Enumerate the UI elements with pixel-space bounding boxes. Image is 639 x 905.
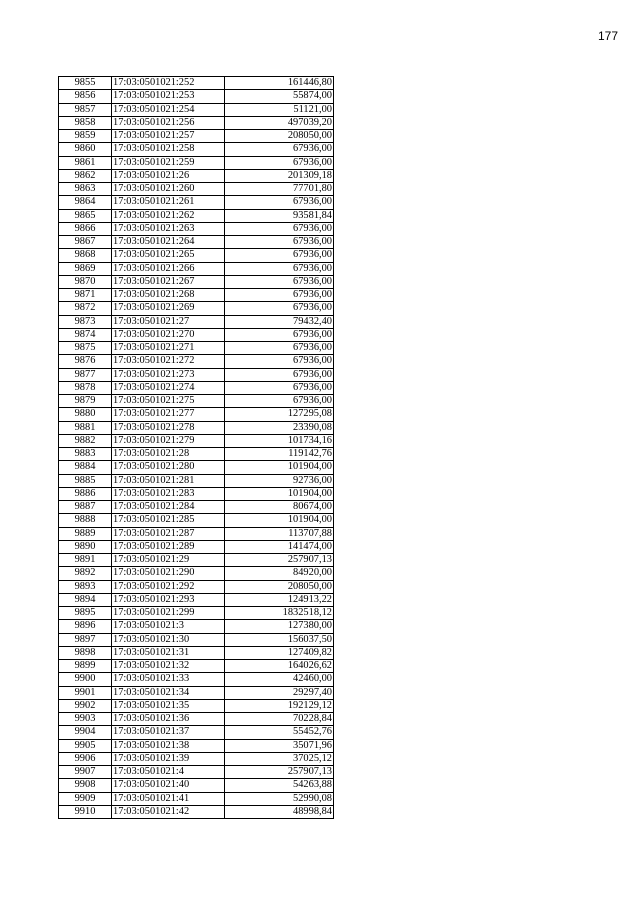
row-number-cell: 9876 bbox=[59, 355, 112, 368]
row-number-cell: 9869 bbox=[59, 262, 112, 275]
cadastral-number-cell: 17:03:0501021:280 bbox=[112, 461, 225, 474]
table-row bbox=[59, 686, 334, 699]
row-number-cell: 9895 bbox=[59, 607, 112, 620]
row-number-cell: 9891 bbox=[59, 554, 112, 567]
value-cell: 42460,00 bbox=[225, 673, 334, 686]
row-number-cell: 9877 bbox=[59, 368, 112, 381]
table-row bbox=[59, 434, 334, 447]
cadastral-number-cell: 17:03:0501021:254 bbox=[112, 103, 225, 116]
table-row bbox=[59, 103, 334, 116]
table-row bbox=[59, 116, 334, 129]
row-number-cell: 9879 bbox=[59, 395, 112, 408]
cadastral-number-cell: 17:03:0501021:256 bbox=[112, 116, 225, 129]
cadastral-number-cell: 17:03:0501021:289 bbox=[112, 540, 225, 553]
table-row bbox=[59, 726, 334, 739]
value-cell: 67936,00 bbox=[225, 249, 334, 262]
cadastral-number-cell: 17:03:0501021:27 bbox=[112, 315, 225, 328]
value-cell: 164026,62 bbox=[225, 660, 334, 673]
row-number-cell: 9902 bbox=[59, 699, 112, 712]
cadastral-number-cell: 17:03:0501021:258 bbox=[112, 143, 225, 156]
table-row bbox=[59, 713, 334, 726]
cadastral-number-cell: 17:03:0501021:267 bbox=[112, 275, 225, 288]
cadastral-number-cell: 17:03:0501021:39 bbox=[112, 752, 225, 765]
row-number-cell: 9903 bbox=[59, 713, 112, 726]
row-number-cell: 9901 bbox=[59, 686, 112, 699]
row-number-cell: 9873 bbox=[59, 315, 112, 328]
row-number-cell: 9860 bbox=[59, 143, 112, 156]
cadastral-number-cell: 17:03:0501021:34 bbox=[112, 686, 225, 699]
row-number-cell: 9864 bbox=[59, 196, 112, 209]
value-cell: 55874,00 bbox=[225, 90, 334, 103]
value-cell: 257907,13 bbox=[225, 554, 334, 567]
value-cell: 67936,00 bbox=[225, 275, 334, 288]
value-cell: 55452,76 bbox=[225, 726, 334, 739]
row-number-cell: 9909 bbox=[59, 792, 112, 805]
table-row bbox=[59, 514, 334, 527]
cadastral-number-cell: 17:03:0501021:262 bbox=[112, 209, 225, 222]
value-cell: 23390,08 bbox=[225, 421, 334, 434]
cadastral-number-cell: 17:03:0501021:292 bbox=[112, 580, 225, 593]
value-cell: 208050,00 bbox=[225, 130, 334, 143]
table-row bbox=[59, 540, 334, 553]
row-number-cell: 9904 bbox=[59, 726, 112, 739]
value-cell: 257907,13 bbox=[225, 766, 334, 779]
value-cell: 67936,00 bbox=[225, 328, 334, 341]
cadastral-number-cell: 17:03:0501021:279 bbox=[112, 434, 225, 447]
value-cell: 141474,00 bbox=[225, 540, 334, 553]
table-row bbox=[59, 620, 334, 633]
row-number-cell: 9896 bbox=[59, 620, 112, 633]
cadastral-number-cell: 17:03:0501021:29 bbox=[112, 554, 225, 567]
row-number-cell: 9885 bbox=[59, 474, 112, 487]
value-cell: 119142,76 bbox=[225, 448, 334, 461]
table-row bbox=[59, 554, 334, 567]
value-cell: 67936,00 bbox=[225, 262, 334, 275]
row-number-cell: 9900 bbox=[59, 673, 112, 686]
cadastral-number-cell: 17:03:0501021:261 bbox=[112, 196, 225, 209]
table-body bbox=[59, 77, 334, 819]
cadastral-number-cell: 17:03:0501021:273 bbox=[112, 368, 225, 381]
table-row bbox=[59, 342, 334, 355]
cadastral-number-cell: 17:03:0501021:264 bbox=[112, 236, 225, 249]
table-row bbox=[59, 633, 334, 646]
cadastral-number-cell: 17:03:0501021:283 bbox=[112, 487, 225, 500]
value-cell: 77701,80 bbox=[225, 183, 334, 196]
table-row bbox=[59, 315, 334, 328]
cadastral-number-cell: 17:03:0501021:265 bbox=[112, 249, 225, 262]
cadastral-number-cell: 17:03:0501021:41 bbox=[112, 792, 225, 805]
table-row bbox=[59, 461, 334, 474]
table-row bbox=[59, 408, 334, 421]
row-number-cell: 9866 bbox=[59, 222, 112, 235]
cadastral-number-cell: 17:03:0501021:42 bbox=[112, 805, 225, 818]
table-row bbox=[59, 169, 334, 182]
table-row bbox=[59, 77, 334, 90]
cadastral-number-cell: 17:03:0501021:252 bbox=[112, 77, 225, 90]
value-cell: 113707,88 bbox=[225, 527, 334, 540]
row-number-cell: 9867 bbox=[59, 236, 112, 249]
value-cell: 48998,84 bbox=[225, 805, 334, 818]
row-number-cell: 9881 bbox=[59, 421, 112, 434]
table-row bbox=[59, 289, 334, 302]
row-number-cell: 9886 bbox=[59, 487, 112, 500]
value-cell: 54263,88 bbox=[225, 779, 334, 792]
table-row bbox=[59, 792, 334, 805]
value-cell: 124913,22 bbox=[225, 593, 334, 606]
page-number: 177 bbox=[597, 29, 618, 43]
value-cell: 192129,12 bbox=[225, 699, 334, 712]
table-row bbox=[59, 805, 334, 818]
row-number-cell: 9861 bbox=[59, 156, 112, 169]
row-number-cell: 9910 bbox=[59, 805, 112, 818]
row-number-cell: 9884 bbox=[59, 461, 112, 474]
value-cell: 156037,50 bbox=[225, 633, 334, 646]
table-row bbox=[59, 779, 334, 792]
cadastral-number-cell: 17:03:0501021:40 bbox=[112, 779, 225, 792]
table-row bbox=[59, 699, 334, 712]
row-number-cell: 9898 bbox=[59, 646, 112, 659]
value-cell: 35071,96 bbox=[225, 739, 334, 752]
cadastral-number-cell: 17:03:0501021:268 bbox=[112, 289, 225, 302]
cadastral-number-cell: 17:03:0501021:263 bbox=[112, 222, 225, 235]
value-cell: 161446,80 bbox=[225, 77, 334, 90]
value-cell: 101734,16 bbox=[225, 434, 334, 447]
table-row bbox=[59, 607, 334, 620]
table-row bbox=[59, 567, 334, 580]
table-row bbox=[59, 130, 334, 143]
cadastral-number-cell: 17:03:0501021:270 bbox=[112, 328, 225, 341]
table-row bbox=[59, 646, 334, 659]
value-cell: 67936,00 bbox=[225, 156, 334, 169]
value-cell: 101904,00 bbox=[225, 461, 334, 474]
cadastral-number-cell: 17:03:0501021:35 bbox=[112, 699, 225, 712]
row-number-cell: 9871 bbox=[59, 289, 112, 302]
row-number-cell: 9856 bbox=[59, 90, 112, 103]
table-row bbox=[59, 501, 334, 514]
table-row bbox=[59, 302, 334, 315]
cadastral-number-cell: 17:03:0501021:271 bbox=[112, 342, 225, 355]
cadastral-number-cell: 17:03:0501021:278 bbox=[112, 421, 225, 434]
table-row bbox=[59, 766, 334, 779]
value-cell: 70228,84 bbox=[225, 713, 334, 726]
table-row bbox=[59, 381, 334, 394]
table-row bbox=[59, 660, 334, 673]
row-number-cell: 9908 bbox=[59, 779, 112, 792]
cadastral-number-cell: 17:03:0501021:269 bbox=[112, 302, 225, 315]
value-cell: 67936,00 bbox=[225, 381, 334, 394]
value-cell: 51121,00 bbox=[225, 103, 334, 116]
cadastral-number-cell: 17:03:0501021:285 bbox=[112, 514, 225, 527]
table-row bbox=[59, 355, 334, 368]
table-row bbox=[59, 527, 334, 540]
cadastral-number-cell: 17:03:0501021:4 bbox=[112, 766, 225, 779]
value-cell: 37025,12 bbox=[225, 752, 334, 765]
table-row bbox=[59, 421, 334, 434]
table-row bbox=[59, 673, 334, 686]
value-cell: 67936,00 bbox=[225, 222, 334, 235]
cadastral-number-cell: 17:03:0501021:259 bbox=[112, 156, 225, 169]
value-cell: 93581,84 bbox=[225, 209, 334, 222]
cadastral-number-cell: 17:03:0501021:290 bbox=[112, 567, 225, 580]
row-number-cell: 9870 bbox=[59, 275, 112, 288]
table-row bbox=[59, 275, 334, 288]
row-number-cell: 9878 bbox=[59, 381, 112, 394]
cadastral-number-cell: 17:03:0501021:32 bbox=[112, 660, 225, 673]
value-cell: 67936,00 bbox=[225, 196, 334, 209]
cadastral-number-cell: 17:03:0501021:281 bbox=[112, 474, 225, 487]
table-row bbox=[59, 262, 334, 275]
row-number-cell: 9868 bbox=[59, 249, 112, 262]
row-number-cell: 9859 bbox=[59, 130, 112, 143]
value-cell: 127295,08 bbox=[225, 408, 334, 421]
cadastral-number-cell: 17:03:0501021:3 bbox=[112, 620, 225, 633]
value-cell: 101904,00 bbox=[225, 487, 334, 500]
cadastral-number-cell: 17:03:0501021:257 bbox=[112, 130, 225, 143]
row-number-cell: 9888 bbox=[59, 514, 112, 527]
table-row bbox=[59, 183, 334, 196]
row-number-cell: 9907 bbox=[59, 766, 112, 779]
cadastral-number-cell: 17:03:0501021:274 bbox=[112, 381, 225, 394]
value-cell: 67936,00 bbox=[225, 143, 334, 156]
cadastral-number-cell: 17:03:0501021:260 bbox=[112, 183, 225, 196]
cadastral-number-cell: 17:03:0501021:33 bbox=[112, 673, 225, 686]
row-number-cell: 9883 bbox=[59, 448, 112, 461]
row-number-cell: 9889 bbox=[59, 527, 112, 540]
row-number-cell: 9880 bbox=[59, 408, 112, 421]
row-number-cell: 9872 bbox=[59, 302, 112, 315]
row-number-cell: 9894 bbox=[59, 593, 112, 606]
table-row bbox=[59, 474, 334, 487]
value-cell: 497039,20 bbox=[225, 116, 334, 129]
cadastral-number-cell: 17:03:0501021:299 bbox=[112, 607, 225, 620]
row-number-cell: 9905 bbox=[59, 739, 112, 752]
value-cell: 201309,18 bbox=[225, 169, 334, 182]
value-cell: 67936,00 bbox=[225, 368, 334, 381]
cadastral-number-cell: 17:03:0501021:253 bbox=[112, 90, 225, 103]
cadastral-number-cell: 17:03:0501021:37 bbox=[112, 726, 225, 739]
row-number-cell: 9893 bbox=[59, 580, 112, 593]
value-cell: 101904,00 bbox=[225, 514, 334, 527]
value-cell: 80674,00 bbox=[225, 501, 334, 514]
cadastral-number-cell: 17:03:0501021:38 bbox=[112, 739, 225, 752]
row-number-cell: 9882 bbox=[59, 434, 112, 447]
cadastral-number-cell: 17:03:0501021:287 bbox=[112, 527, 225, 540]
value-cell: 67936,00 bbox=[225, 289, 334, 302]
value-cell: 1832518,12 bbox=[225, 607, 334, 620]
table-row bbox=[59, 222, 334, 235]
row-number-cell: 9899 bbox=[59, 660, 112, 673]
table-row bbox=[59, 196, 334, 209]
table-row bbox=[59, 395, 334, 408]
value-cell: 67936,00 bbox=[225, 302, 334, 315]
row-number-cell: 9874 bbox=[59, 328, 112, 341]
row-number-cell: 9875 bbox=[59, 342, 112, 355]
value-cell: 127380,00 bbox=[225, 620, 334, 633]
table-row bbox=[59, 249, 334, 262]
value-cell: 208050,00 bbox=[225, 580, 334, 593]
row-number-cell: 9892 bbox=[59, 567, 112, 580]
value-cell: 67936,00 bbox=[225, 236, 334, 249]
table-row bbox=[59, 739, 334, 752]
value-cell: 29297,40 bbox=[225, 686, 334, 699]
table-row bbox=[59, 328, 334, 341]
value-cell: 92736,00 bbox=[225, 474, 334, 487]
cadastral-number-cell: 17:03:0501021:272 bbox=[112, 355, 225, 368]
table-row bbox=[59, 209, 334, 222]
cadastral-number-cell: 17:03:0501021:277 bbox=[112, 408, 225, 421]
value-cell: 67936,00 bbox=[225, 342, 334, 355]
value-cell: 67936,00 bbox=[225, 395, 334, 408]
row-number-cell: 9890 bbox=[59, 540, 112, 553]
row-number-cell: 9897 bbox=[59, 633, 112, 646]
row-number-cell: 9857 bbox=[59, 103, 112, 116]
table-row bbox=[59, 487, 334, 500]
table-row bbox=[59, 448, 334, 461]
table-row bbox=[59, 236, 334, 249]
cadastral-number-cell: 17:03:0501021:275 bbox=[112, 395, 225, 408]
row-number-cell: 9906 bbox=[59, 752, 112, 765]
value-cell: 84920,00 bbox=[225, 567, 334, 580]
table-row bbox=[59, 593, 334, 606]
row-number-cell: 9887 bbox=[59, 501, 112, 514]
row-number-cell: 9863 bbox=[59, 183, 112, 196]
table-row bbox=[59, 143, 334, 156]
value-cell: 127409,82 bbox=[225, 646, 334, 659]
cadastral-number-cell: 17:03:0501021:28 bbox=[112, 448, 225, 461]
table-row bbox=[59, 752, 334, 765]
cadastral-number-cell: 17:03:0501021:293 bbox=[112, 593, 225, 606]
row-number-cell: 9858 bbox=[59, 116, 112, 129]
cadastral-number-cell: 17:03:0501021:31 bbox=[112, 646, 225, 659]
value-cell: 79432,40 bbox=[225, 315, 334, 328]
table-row bbox=[59, 90, 334, 103]
cadastral-number-cell: 17:03:0501021:266 bbox=[112, 262, 225, 275]
cadastral-number-cell: 17:03:0501021:284 bbox=[112, 501, 225, 514]
cadastral-number-cell: 17:03:0501021:26 bbox=[112, 169, 225, 182]
table-row bbox=[59, 368, 334, 381]
cadastral-number-cell: 17:03:0501021:30 bbox=[112, 633, 225, 646]
table-row bbox=[59, 580, 334, 593]
value-cell: 67936,00 bbox=[225, 355, 334, 368]
row-number-cell: 9865 bbox=[59, 209, 112, 222]
cadastral-value-table bbox=[58, 76, 334, 819]
cadastral-number-cell: 17:03:0501021:36 bbox=[112, 713, 225, 726]
row-number-cell: 9855 bbox=[59, 77, 112, 90]
table-row bbox=[59, 156, 334, 169]
value-cell: 52990,08 bbox=[225, 792, 334, 805]
row-number-cell: 9862 bbox=[59, 169, 112, 182]
